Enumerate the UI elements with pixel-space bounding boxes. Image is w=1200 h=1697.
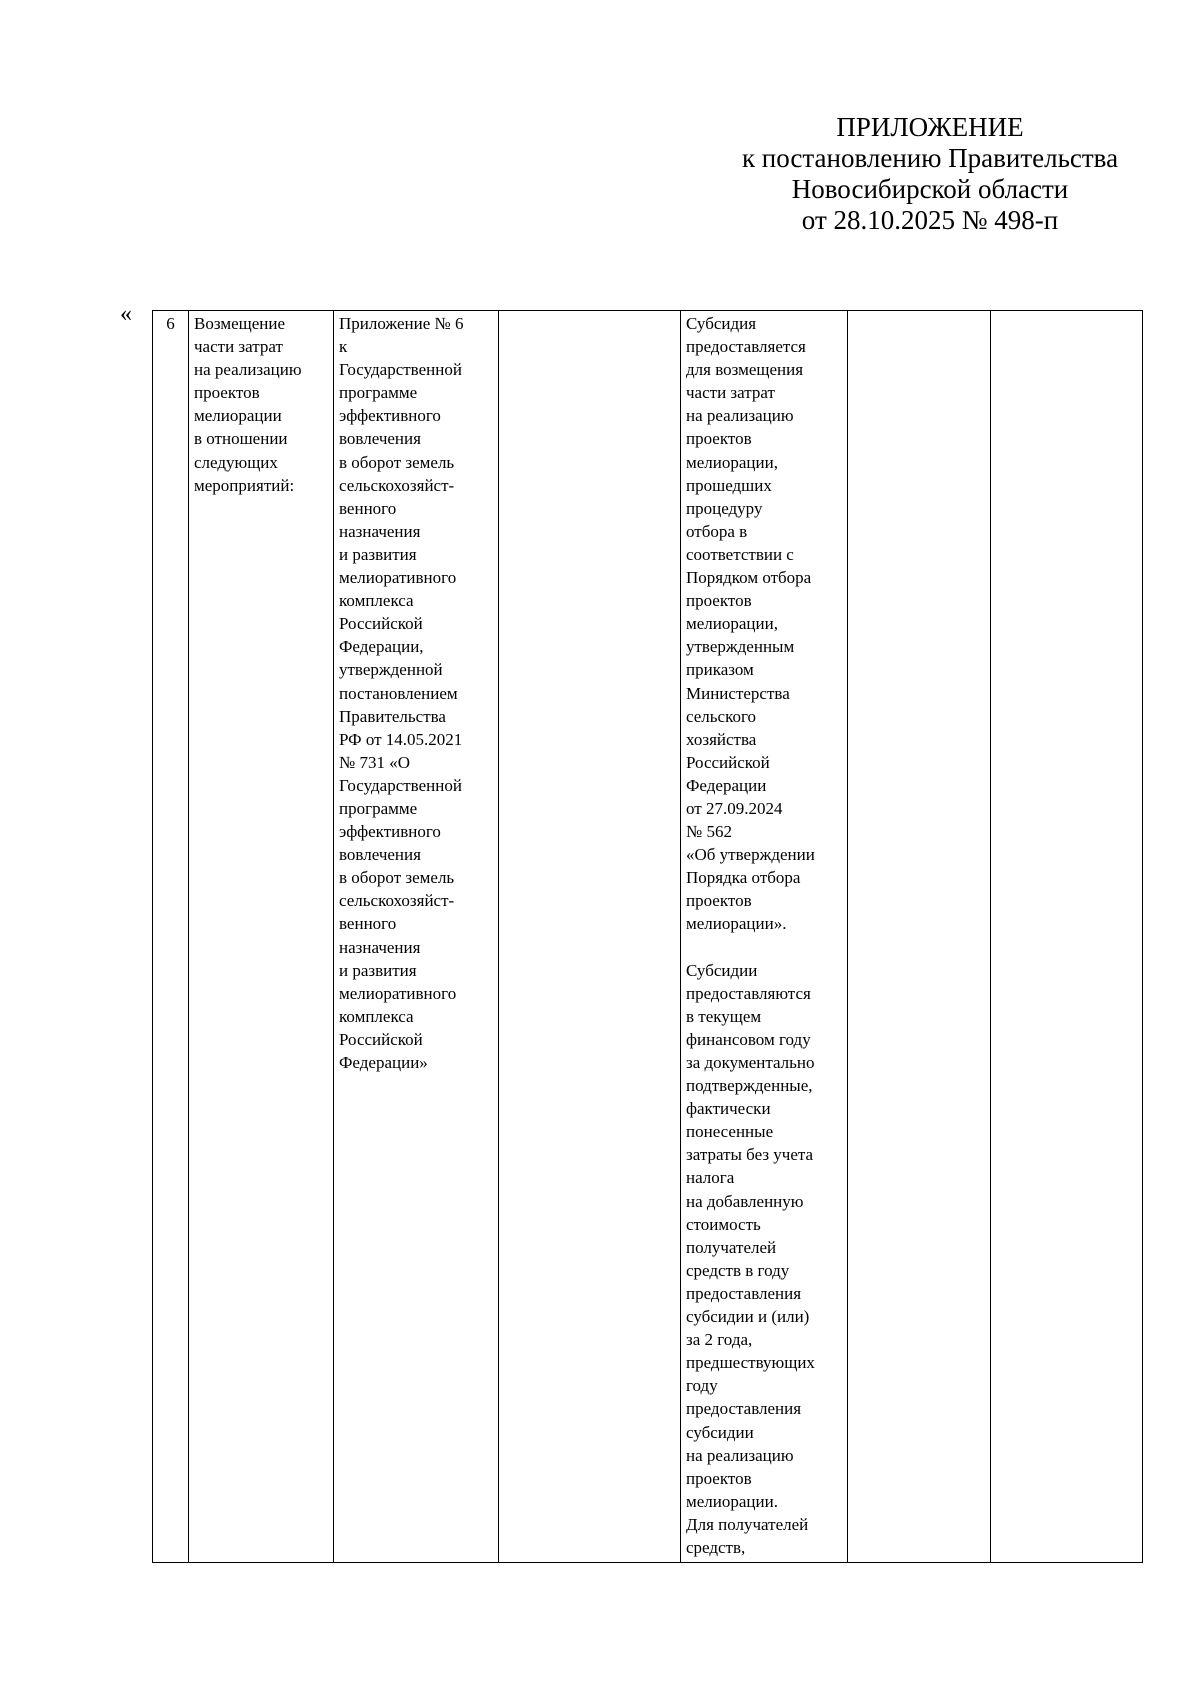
table-row (153, 311, 1143, 1563)
row-number-cell: 6 (153, 311, 189, 1563)
opening-quote-mark: « (120, 301, 132, 327)
appendix-region: Новосибирской области (791, 174, 1069, 204)
legal-basis-cell: Приложение № 6 к Государственной программе эффективного вовлечения в оборот земель сельскохозяйст- венного назначения и развития мелиоративного комплекса Российской Федерации, утвержденной постановлением Правительства РФ от 14.05.2021 № 731 «О Государственной программе эффективного вовлечения в оборот земель сельскохозяйст- венного назначения и развития мелиоративного комплекса Российской Федерации» (334, 311, 499, 1563)
appendix-title: ПРИЛОЖЕНИЕ (836, 112, 1024, 142)
subsidy-conditions-cell: Субсидия предоставляется для возмещения части затрат на реализацию проектов мелиорации, прошедших процедуру отбора в соответствии с Порядком отбора проектов мелиорации, утвержденным приказом Министерства сельского хозяйства Российской Федерации от 27.09.2024 № 562 «Об утверждении Порядка отбора проектов мелиорации». Субсидии предоставляются в текущем финансовом году за документально подтвержденные, фактически понесенные затраты без учета налога на добавленную стоимость получателей средств в году предоставления субсидии и (или) за 2 года, предшествующих году предоставления субсидии на реализацию проектов мелиорации. Для получателей средств, (681, 311, 848, 1563)
measure-description-cell: Возмещение части затрат на реализацию проектов мелиорации в отношении следующих мероприятий: (189, 311, 334, 1563)
empty-cell-7 (991, 311, 1143, 1563)
appendix-header (700, 112, 1160, 236)
measures-table (152, 310, 1143, 1563)
empty-cell-6 (848, 311, 991, 1563)
appendix-date-number: от 28.10.2025 № 498-п (801, 205, 1059, 235)
appendix-resolution-ref: к постановлению Правительства (741, 143, 1119, 173)
empty-cell-4 (499, 311, 681, 1563)
